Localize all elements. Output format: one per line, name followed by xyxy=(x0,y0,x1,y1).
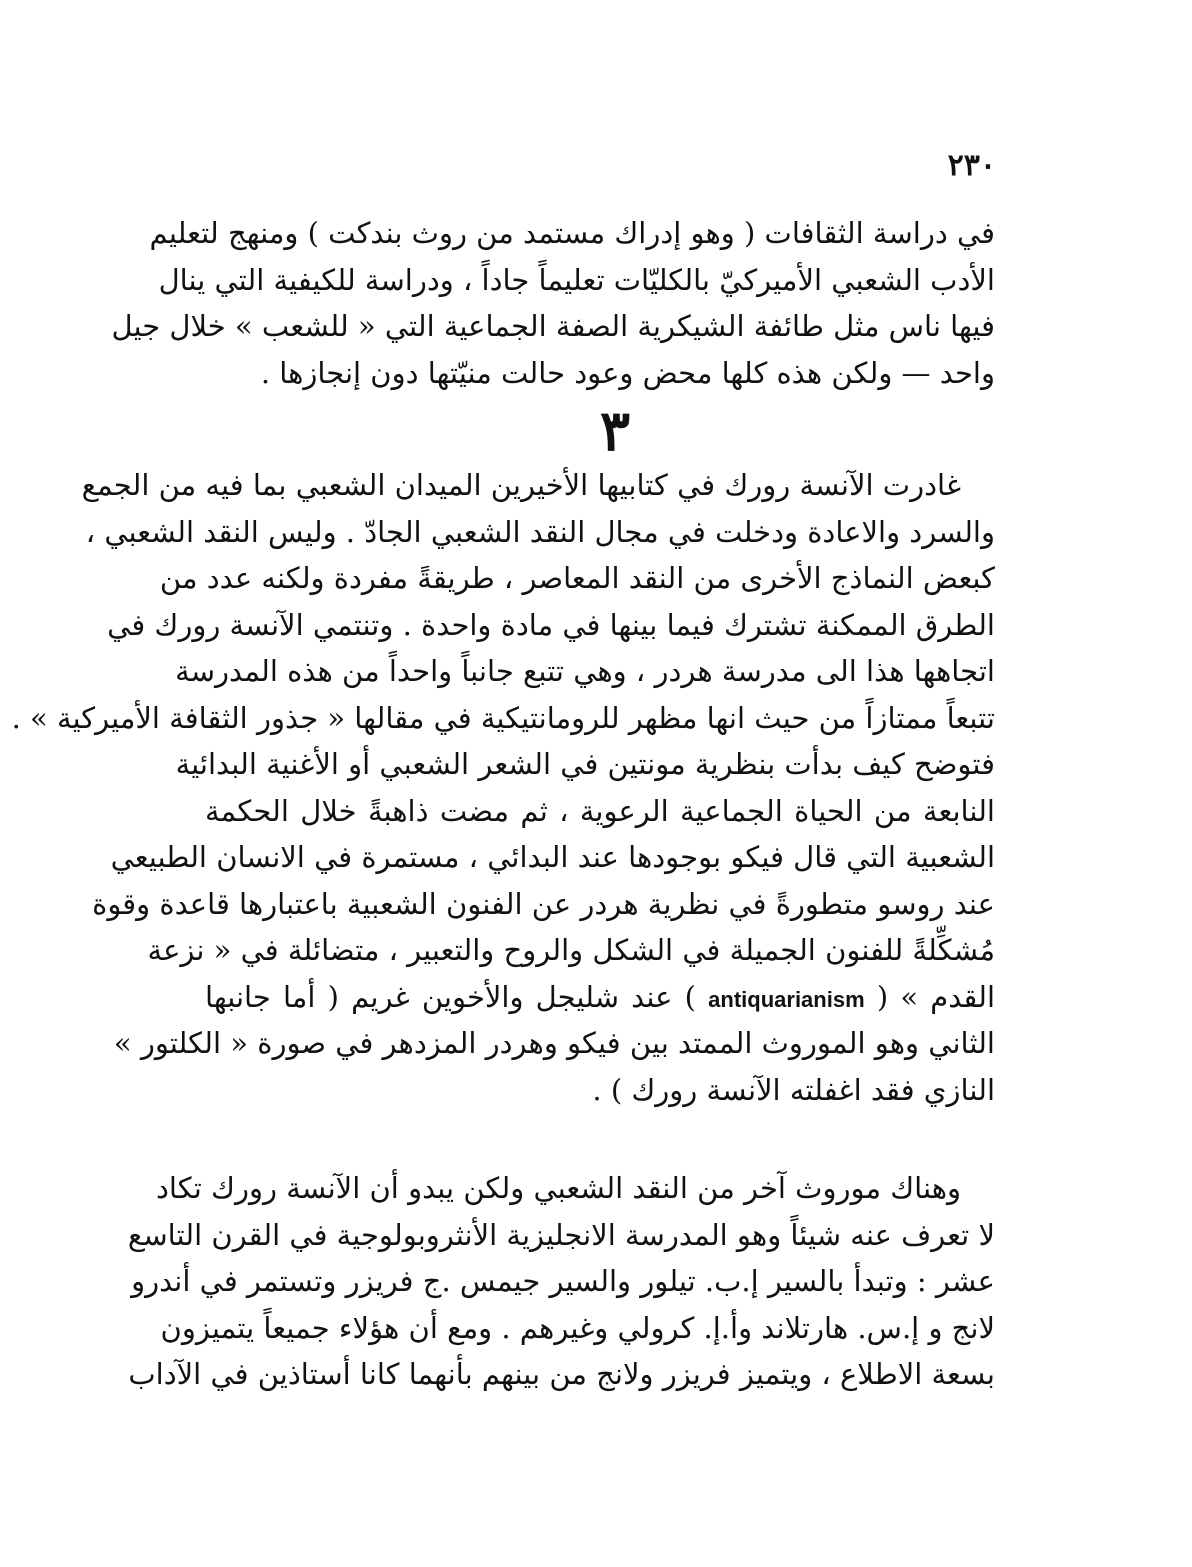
paragraph-line: فيها ناس مثل طائفة الشيكرية الصفة الجماعية التي « للشعب » خلال جيل xyxy=(111,309,995,343)
paragraph-line: فتوضح كيف بدأت بنظرية مونتين في الشعر الشعبي أو الأغنية البدائية xyxy=(175,747,995,781)
line-segment: القدم » ( xyxy=(876,979,995,1014)
paragraph-line: عند روسو متطورةً في نظرية هردر عن الفنون الشعبية باعتبارها قاعدة وقوة xyxy=(92,886,995,921)
paragraph-line: وهناك موروث آخر من النقد الشعبي ولكن يبدو أن الآنسة رورك تكاد xyxy=(156,1171,961,1205)
paragraph-line: الشعبية التي قال فيكو بوجودها عند البدائي ، مستمرة في الانسان الطبيعي xyxy=(110,840,995,874)
paragraph-line: والسرد والاعادة ودخلت في مجال النقد الشعبي الجادّ . وليس النقد الشعبي ، xyxy=(85,514,995,549)
paragraph-line: في دراسة الثقافات ( وهو إدراك مستمد من روث بندكت ) ومنهج لتعليم xyxy=(149,216,995,250)
paragraph-line-mixed xyxy=(205,974,995,1021)
paragraph-line: لانج و إ.س. هارتلاند وأ.إ. كرولي وغيرهم . ومع أن هؤلاء جميعاً يتميزون xyxy=(160,1310,995,1345)
paragraph-line: غادرت الآنسة رورك في كتابيها الأخيرين الميدان الشعبي بما فيه من الجمع xyxy=(81,468,961,502)
paragraph-line: لا تعرف عنه شيئاً وهو المدرسة الانجليزية الأنثروبولوجية في القرن التاسع xyxy=(127,1217,995,1252)
paragraph-line: بسعة الاطلاع ، ويتميز فريزر ولانج من بينهم بأنهما كانا أستاذين في الآداب xyxy=(128,1357,995,1391)
paragraph-line: تتبعاً ممتازاً من حيث انها مظهر للرومانتيكية في مقالها « جذور الثقافة الأميركية » . xyxy=(11,700,995,735)
paragraph-line: النازي فقد اغفلته الآنسة رورك ) . xyxy=(592,1072,995,1107)
paragraph-line: عشر : وتبدأ بالسير إ.ب. تيلور والسير جيمس .ج فريزر وتستمر في أندرو xyxy=(131,1264,995,1298)
paragraph-1 xyxy=(111,210,995,396)
paragraph-2 xyxy=(11,462,995,1113)
paragraph-line: الأدب الشعبي الأميركيّ بالكليّات تعليماً جاداً ، ودراسة للكيفية التي ينال xyxy=(158,262,995,297)
paragraph-line: الطرق الممكنة تشترك فيما بينها في مادة واحدة . وتنتمي الآنسة رورك في xyxy=(107,607,995,642)
paragraph-3 xyxy=(127,1165,995,1398)
paragraph-line: النابعة من الحياة الجماعية الرعوية ، ثم مضت ذاهبةً خلال الحكمة xyxy=(205,793,995,828)
paragraph-line: الثاني وهو الموروث الممتد بين فيكو وهردر المزدهر في صورة « الكلتور » xyxy=(113,1026,995,1060)
paragraph-line: واحد — ولكن هذه كلها محض وعود حالت منيّتها دون إنجازها . xyxy=(260,355,995,390)
paragraph-line: اتجاهها هذا الى مدرسة هردر ، وهي تتبع جانباً واحداً من هذه المدرسة xyxy=(175,654,995,688)
paragraph-line: كبعض النماذج الأخرى من النقد المعاصر ، طريقةً مفردة ولكنه عدد من xyxy=(159,561,995,595)
latin-term: antiquarianism xyxy=(708,986,865,1012)
page-number: ٢٣٠ xyxy=(947,148,996,183)
line-segment: ) عند شليجل والأخوين غريم ( أما جانبها xyxy=(205,979,696,1014)
section-number: ٣ xyxy=(599,398,631,464)
paragraph-line: مُشكِّلةً للفنون الجميلة في الشكل والروح والتعبير ، متضائلة في « نزعة xyxy=(147,933,995,967)
